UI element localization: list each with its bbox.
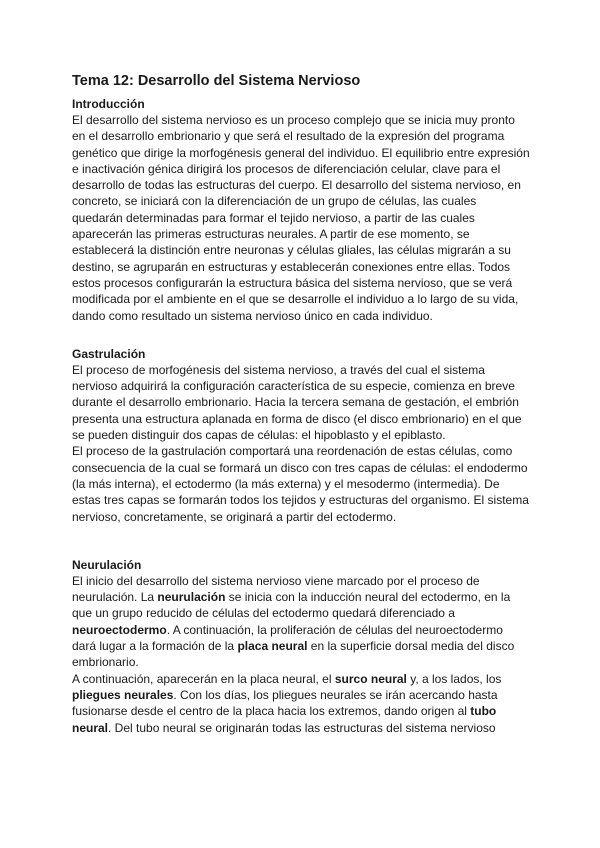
section-heading: Gastrulación bbox=[72, 346, 146, 361]
bold-term: placa neural bbox=[237, 639, 308, 654]
bold-term: neuroectodermo bbox=[72, 622, 167, 637]
text-run: . A continuación, la proliferación de células del neuroectodermo dará lugar a la formación de la bbox=[72, 622, 503, 654]
section-gastrulacion bbox=[72, 346, 530, 525]
paragraph bbox=[72, 573, 530, 671]
text-run: . Del tubo neural se originarán todas las estructuras del sistema nervioso bbox=[108, 720, 496, 735]
section-neurulacion bbox=[72, 557, 530, 736]
bold-term: surco neural bbox=[334, 671, 407, 686]
paragraph: El desarrollo del sistema nervioso es un proceso complejo que se inicia muy pronto en el desarrollo embrionario y que será el resultado de la expresión del programa genético que dirige la morfogénesis general del individuo. El equilibrio entre expresión e inactivación génica dirigirá los procesos de diferenciación celular, clave para el desarrollo de todas las estructuras del cuerpo. El desarrollo del sistema nervioso, en concreto, se iniciará con la diferenciación de un grupo de células, las cuales quedarán determinadas para formar el tejido nervioso, a partir de las cuales aparecerán las primeras estructuras neurales. A partir de ese momento, se establecerá la distinción entre neuronas y células gliales, las células migrarán a su destino, se agruparán en estructuras y establecerán conexiones entre ellas. Todos estos procesos configurarán la estructura básica del sistema nervioso, que se verá modificada por el ambiente en el que se desarrolle el individuo a lo largo de su vida, dando como resultado un sistema nervioso único en cada individuo. bbox=[72, 113, 530, 323]
text-run: El inicio del desarrollo del sistema nervioso viene marcado por el proceso de neurulación. La bbox=[72, 573, 480, 605]
paragraph: El proceso de la gastrulación comportará una reordenación de estas células, como consecuencia de la cual se formará un disco con tres capas de células: el endodermo (la más interna), el ectodermo (la más externa) y el mesodermo (intermedia). De estas tres capas se formarán todos los tejidos y estructuras del organismo. El sistema nervioso, concretamente, se originará a partir del ectodermo. bbox=[72, 444, 529, 524]
text-run: en la superficie dorsal media del disco embrionario. bbox=[72, 639, 515, 670]
text-run: . Con los días, los pliegues neurales se irán acercando hasta fusionarse desde el centro de la placa hacia los extremos, dando origen al bbox=[72, 687, 498, 719]
paragraph bbox=[72, 671, 530, 736]
text-run: se inicia con la inducción neural del ectodermo, en la que un grupo reducido de células del ectodermo quedará diferenciado a bbox=[72, 590, 511, 621]
document-title: Tema 12: Desarrollo del Sistema Nervioso bbox=[72, 73, 361, 89]
paragraph: El proceso de morfogénesis del sistema nervioso, a través del cual el sistema nervioso adquirirá la configuración característica de su especie, comienza en breve durante el desarrollo embrionario. Hacia la tercera semana de gestación, el embrión presenta una estructura aplanada en forma de disco (el disco embrionario) en el que se pueden distinguir dos capas de células: el hipoblasto y el epiblasto. bbox=[72, 362, 522, 443]
bold-term: pliegues neurales bbox=[72, 687, 174, 702]
section-heading: Neurulación bbox=[72, 557, 142, 572]
section-introduccion bbox=[72, 96, 530, 324]
section-heading: Introducción bbox=[72, 97, 145, 111]
text-run: A continuación, aparecerán en la placa neural, el bbox=[72, 671, 335, 686]
bold-term: tubo neural bbox=[72, 704, 497, 735]
text-run: y, a los lados, los bbox=[406, 671, 502, 686]
bold-term: neurulación bbox=[157, 590, 226, 605]
